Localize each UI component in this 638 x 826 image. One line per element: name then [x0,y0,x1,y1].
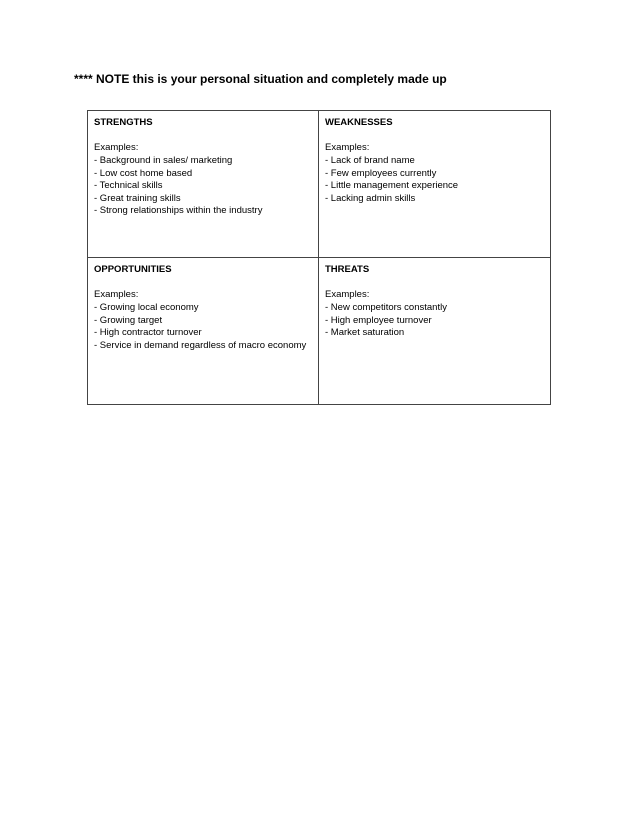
swot-row-top [88,111,551,258]
list-item: - Strong relationships within the industry [94,205,263,216]
list-item: - Growing target [94,314,163,326]
swot-table [87,110,551,405]
strengths-list [94,155,312,218]
list-item: - Little management experience [325,180,459,191]
list-item: - Market saturation [325,327,405,338]
strengths-title: STRENGTHS [94,117,153,128]
list-item: - Few employees currently [325,167,437,179]
list-item: - New competitors constantly [325,302,447,313]
strengths-subtitle: Examples: [94,141,139,153]
list-item: - High contractor turnover [94,327,202,338]
list-item: - Technical skills [94,180,163,191]
opportunities-list [94,302,312,352]
list-item: - Growing local economy [94,302,199,313]
opportunities-cell [88,258,319,405]
opportunities-title: OPPORTUNITIES [94,264,172,275]
list-item: - Great training skills [94,192,181,204]
weaknesses-subtitle: Examples: [325,141,370,153]
list-item: - Service in demand regardless of macro economy [94,339,307,351]
opportunities-subtitle: Examples: [94,288,139,300]
threats-title: THREATS [325,264,370,275]
list-item: - Lack of brand name [325,155,415,166]
list-item: - High employee turnover [325,314,432,326]
strengths-cell [88,111,319,258]
note-heading: **** NOTE this is your personal situation and completely made up [74,72,447,86]
list-item: - Low cost home based [94,167,193,179]
threats-list [325,302,544,340]
swot-row-bottom [88,258,551,405]
threats-cell [319,258,551,405]
weaknesses-list [325,155,544,205]
threats-subtitle: Examples: [325,288,370,300]
weaknesses-title: WEAKNESSES [325,117,393,128]
weaknesses-cell [319,111,551,258]
list-item: - Lacking admin skills [325,192,416,204]
list-item: - Background in sales/ marketing [94,155,233,166]
